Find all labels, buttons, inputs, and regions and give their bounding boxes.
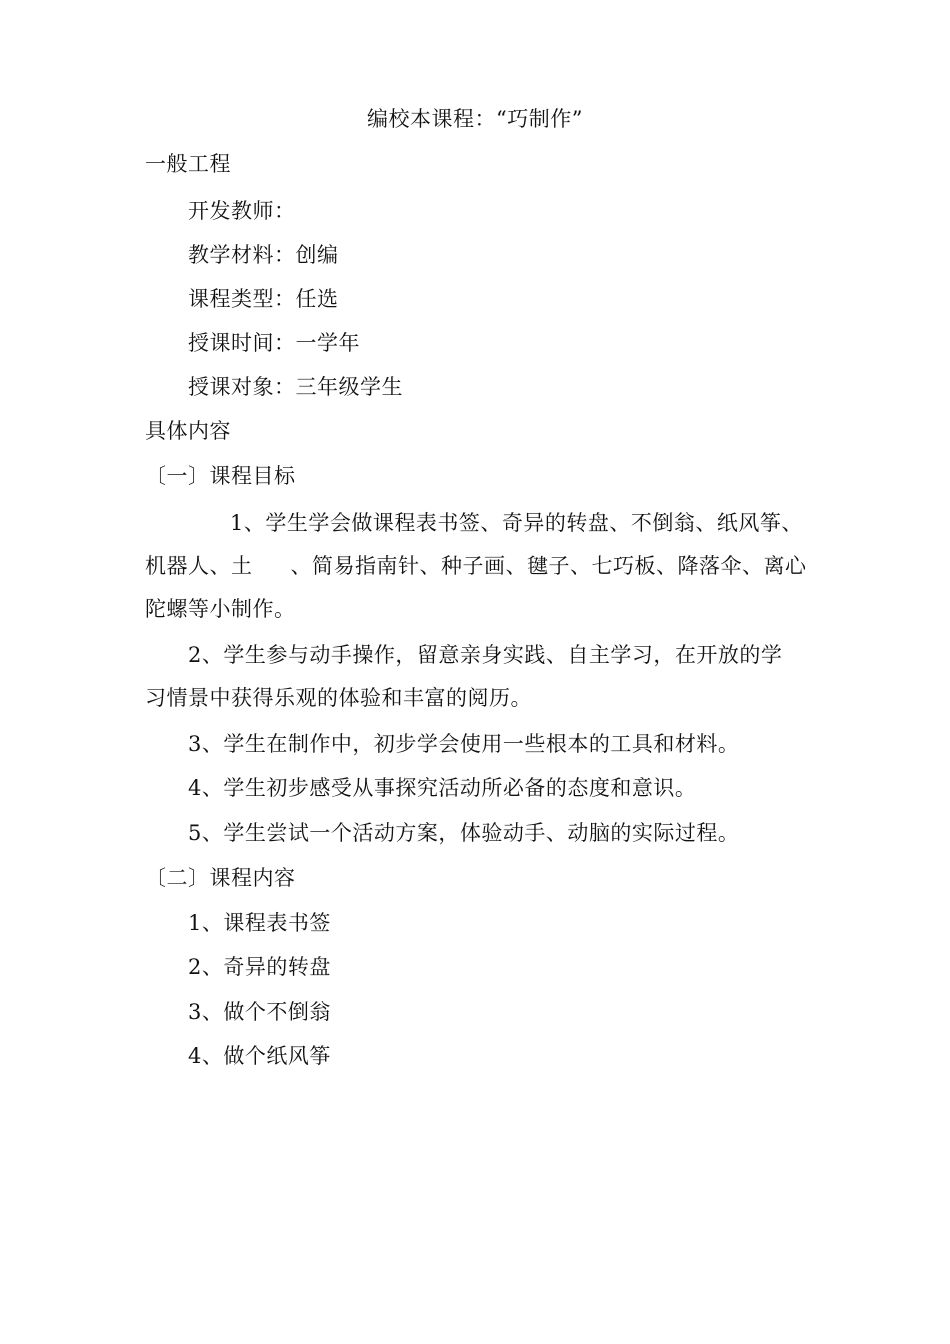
general-item-duration: 授课时间：一学年 (188, 331, 360, 355)
content-item-2: 2、奇异的转盘 (188, 955, 331, 979)
content-item-4: 4、做个纸风筝 (188, 1044, 331, 1068)
goals-heading: 〔一〕课程目标 (145, 464, 296, 488)
goal-2-line-1: 2、学生参与动手操作，留意亲身实践、自主学习，在开放的学 (188, 643, 783, 667)
general-item-teacher: 开发教师： (188, 199, 296, 223)
goal-1-line-2 (145, 551, 807, 581)
general-item-audience: 授课对象：三年级学生 (188, 375, 403, 399)
goal-1-line-2-part-b: 、简易指南针、种子画、毽子、七巧板、降落伞、离心 (290, 554, 807, 578)
goal-4: 4、学生初步感受从事探究活动所必备的态度和意识。 (188, 776, 697, 800)
content-item-3: 3、做个不倒翁 (188, 1000, 331, 1024)
content-heading: 〔二〕课程内容 (145, 866, 296, 890)
section-heading-details: 具体内容 (145, 419, 231, 443)
general-item-course-type: 课程类型：任选 (188, 287, 339, 311)
document-title: 编校本课程：“巧制作” (367, 107, 583, 131)
general-item-materials: 教学材料：创编 (188, 243, 339, 267)
section-heading-general: 一般工程 (145, 152, 231, 176)
goal-1-line-2-part-a: 机器人、土 (145, 554, 253, 578)
goal-5: 5、学生尝试一个活动方案，体验动手、动脑的实际过程。 (188, 821, 740, 845)
goal-2-line-2: 习情景中获得乐观的体验和丰富的阅历。 (145, 686, 532, 710)
goal-3: 3、学生在制作中，初步学会使用一些根本的工具和材料。 (188, 732, 740, 756)
content-item-1: 1、课程表书签 (188, 911, 331, 935)
goal-1-line-3: 陀螺等小制作。 (145, 597, 296, 621)
goal-1-line-1: 1、学生学会做课程表书签、奇异的转盘、不倒翁、纸风筝、 (230, 511, 803, 535)
